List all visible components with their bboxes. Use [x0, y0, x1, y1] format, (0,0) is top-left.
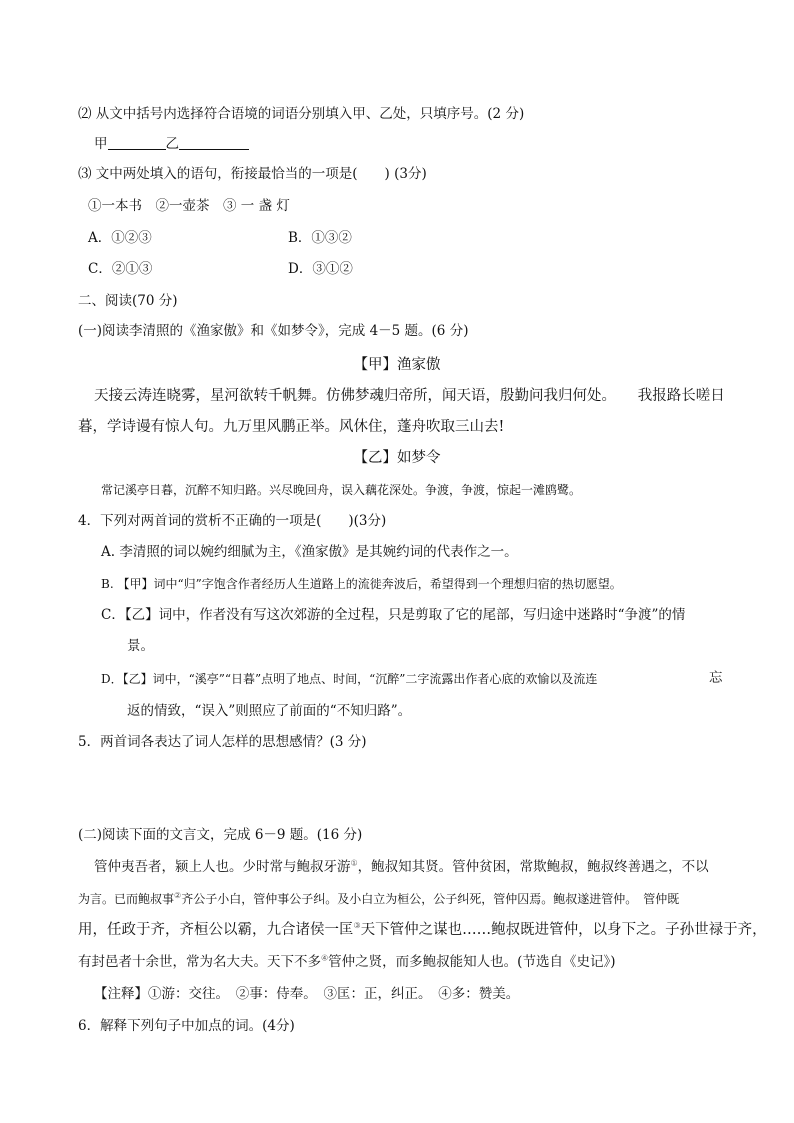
annotation-notes: 【注释】①游：交往。 ②事：侍奉。 ③匡：正，纠正。 ④多：赞美。 [94, 986, 520, 1002]
poem-a-line2: 暮，学诗谩有惊人句。九万里风鹏正举。风休住，蓬舟吹取三山去! [78, 419, 505, 435]
blank-a-label: 甲 [94, 136, 108, 152]
q3-option-c: C．②①③ [88, 261, 153, 277]
q2-prompt: ⑵ 从文中括号内选择符合语境的词语分别填入甲、乙处，只填序号。(2 分) [78, 106, 525, 122]
section2-title: 二、阅读(70 分) [78, 293, 178, 309]
text-segment: 管仲之贤，而多鲍叔能知人也。(节选自《史记》) [328, 954, 616, 970]
poem-b-text: 常记溪亭日暮，沉醉不知归路。兴尽晚回舟，误入藕花深处。争渡，争渡，惊起一滩鸥鹭。 [101, 483, 582, 497]
q3-option-b: B．①③② [288, 230, 352, 246]
footnote-marker: ④ [321, 953, 329, 963]
text-segment: 齐公子小白，管仲事公子纠。及小白立为桓公，公子纠死，管仲囚焉。鲍叔遂进管仲。 管仲既 [181, 892, 680, 906]
q4-option-c-line2: 景。 [127, 638, 154, 654]
blank-a[interactable] [108, 135, 166, 150]
part2-intro: (二)阅读下面的文言文，完成 6－9 题。(16 分) [78, 827, 363, 843]
part1-intro: (一)阅读李清照的《渔家傲》和《如梦令》，完成 4－5 题。(6 分) [78, 323, 469, 339]
q3-prompt: ⑶ 文中两处填入的语句，衔接最恰当的一项是( ) (3分) [78, 166, 427, 182]
q3-items: ①一本书 ②一壶茶 ③ 一 盏 灯 [88, 198, 290, 214]
q4-option-a: A. 李清照的词以婉约细腻为主，《渔家傲》是其婉约词的代表作之一。 [101, 544, 518, 560]
classical-text-line4 [78, 953, 615, 971]
text-segment: 有封邑者十余世，常为名大夫。天下不多 [78, 954, 321, 970]
q4-option-d-tail: 忘 [709, 670, 723, 686]
classical-text-line3 [78, 921, 767, 939]
text-segment: 天下管仲之谋也……鲍叔既进管仲，以身下之。子孙世禄于齐， [360, 922, 767, 938]
q6-prompt: 6．解释下列句子中加点的词。(4分) [78, 1018, 295, 1034]
q3-option-d: D．③①② [288, 261, 353, 277]
footnote-marker: ② [174, 891, 182, 900]
classical-text-line2 [78, 890, 679, 908]
q4-option-d-line1: D．【乙】词中，“溪亭”“日暮”点明了地点、时间，“沉醉”二字流露出作者心底的欢愉以及流连 [101, 672, 598, 686]
text-segment: ，鲍叔知其贤。管仲贫困，常欺鲍叔，鲍叔终善遇之，不以 [357, 859, 709, 875]
classical-text-line1 [94, 858, 709, 876]
blank-b[interactable] [179, 135, 249, 150]
poem-a-title: 【甲】渔家傲 [353, 357, 441, 373]
q4-option-d-line2: 返的情致，“误入”则照应了前面的“不知归路”。 [127, 703, 412, 719]
q4-prompt: 4．下列对两首词的赏析不正确的一项是( )(3分) [78, 513, 387, 529]
text-segment: 管仲夷吾者，颍上人也。少时常与鲍叔牙游 [94, 859, 351, 875]
poem-a-line1: 天接云涛连晓雾，星河欲转千帆舞。仿佛梦魂归帝所，闻天语，殷勤问我归何处。 我报路长嗟日 [94, 388, 725, 404]
q2-answer-line [94, 135, 249, 153]
footnote-marker: ③ [353, 921, 361, 931]
poem-b-title: 【乙】如梦令 [353, 450, 441, 466]
footnote-marker: ① [350, 858, 358, 868]
q4-option-c-line1: C．【乙】词中，作者没有写这次郊游的全过程，只是剪取了它的尾部，写归途中迷路时“争渡”的情 [101, 607, 686, 623]
blank-b-label: 乙 [165, 136, 179, 152]
text-segment: 为言。已而鲍叔事 [78, 892, 175, 906]
q4-option-b: B. 【甲】词中“归”字饱含作者经历人生道路上的流徙奔波后，希望得到一个理想归宿的热切愿望。 [101, 577, 622, 591]
q5-prompt: 5．两首词各表达了词人怎样的思想感情？(3 分) [78, 734, 367, 750]
text-segment: 用，任政于齐，齐桓公以霸，九合诸侯一匡 [78, 922, 354, 938]
q3-option-a: A．①②③ [88, 230, 152, 246]
